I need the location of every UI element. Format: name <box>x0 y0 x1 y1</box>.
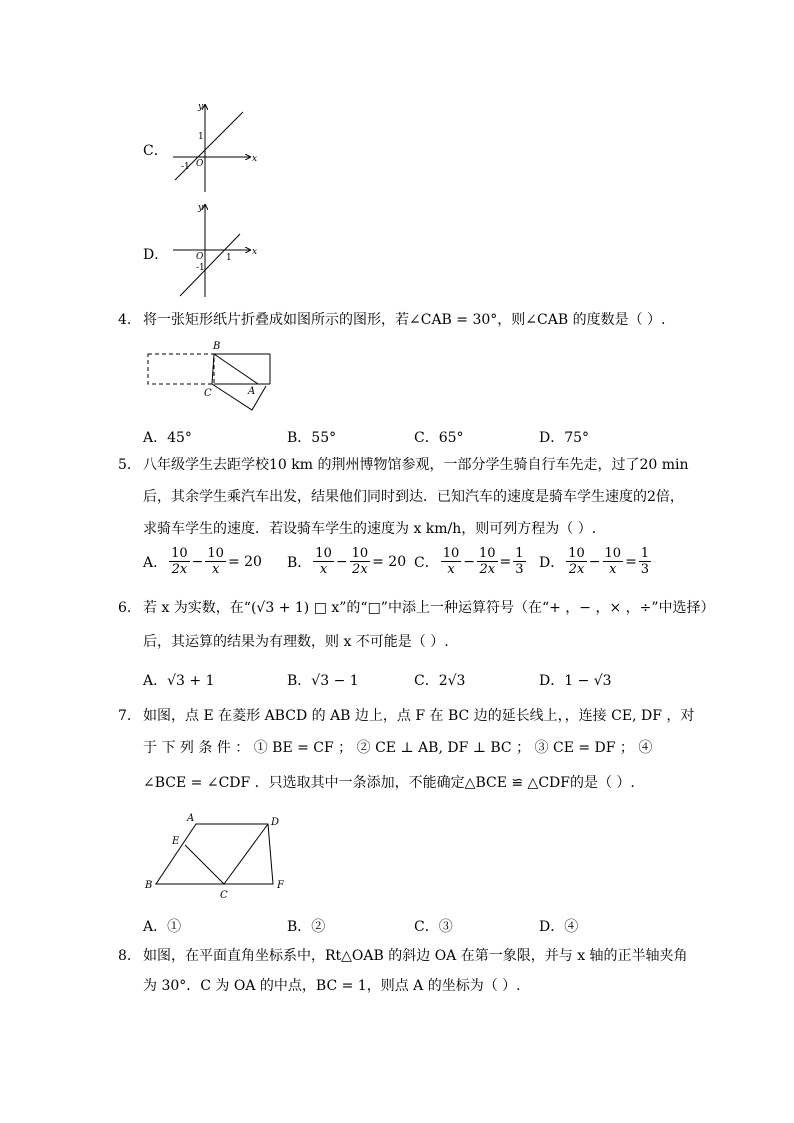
q8-line2: 为 30°．C 为 OA 的中点，BC = 1，则点 A 的坐标为（ ）. <box>143 978 521 994</box>
q4-option-a: A．45° <box>143 430 192 446</box>
point-b-label: B <box>213 341 221 352</box>
graph-line <box>180 234 240 296</box>
q3-option-d-label: D． <box>143 247 169 263</box>
q6-option-b: B．√3 − 1 <box>287 673 359 689</box>
q6-option-a: A．√3 + 1 <box>143 673 215 689</box>
y-label: y <box>198 102 204 112</box>
q7-option-b: B．② <box>287 919 326 935</box>
point-f-label: F <box>277 880 284 891</box>
q5-option-c: C． $\frac{10}{x}$ − $\frac{10}{2x}$ = $\frac{1}{3}$ <box>414 546 524 577</box>
q7-option-c: C．③ <box>414 919 453 935</box>
q5-number: 5. <box>118 457 132 473</box>
q7-line1: 如图，点 E 在菱形 ABCD 的 AB 边上，点 F 在 BC 边的延长线上，，连接 CE, DF ，对 <box>143 708 695 724</box>
q3-graph-d <box>165 200 265 300</box>
q4-text: 将一张矩形纸片折叠成如图所示的图形，若∠CAB = 30°，则∠CAB 的度数是（ ）. <box>143 312 666 328</box>
q7-number: 7. <box>118 708 132 724</box>
y-label: y <box>198 203 204 213</box>
q7-option-d: D．④ <box>539 919 579 935</box>
q6-option-d: D．1 − √3 <box>539 673 612 689</box>
q5-option-b: B． $\frac{10}{x}$ − $\frac{10}{2x}$ = 20 <box>287 546 407 577</box>
point-a-label: A <box>187 813 195 824</box>
point-b-label: B <box>145 880 153 891</box>
q5-option-d: D． $\frac{10}{2x}$ − $\frac{10}{x}$ = $\frac{1}{3}$ <box>539 546 650 577</box>
point-c-label: C <box>220 890 228 900</box>
x-label: x <box>252 154 258 164</box>
point-c-label: C <box>204 388 212 399</box>
x-intercept-label: 1 <box>226 253 232 263</box>
q5-line2: 后，其余学生乘汽车出发，结果他们同时到达．已知汽车的速度是骑车学生速度的2倍， <box>143 489 684 505</box>
q4-option-c: C．65° <box>414 430 464 446</box>
q6-line1: 若 x 为实数，在“(√3 + 1) □ x”的“□”中添上一种运算符号（在“+ ，− ，× ，÷”中选择） <box>143 600 715 616</box>
y-intercept-label: -1 <box>196 263 205 273</box>
q4-figure <box>140 338 280 413</box>
q8-line1: 如图，在平面直角坐标系中，Rt△OAB 的斜边 OA 在第一象限，并与 x 轴的正半轴夹角 <box>143 948 688 964</box>
q5-line3: 求骑车学生的速度．若设骑车学生的速度为 x km/h，则可列方程为（ ）. <box>143 521 597 537</box>
q6-option-c: C．2√3 <box>414 673 466 689</box>
q8-number: 8. <box>118 948 132 964</box>
q7-option-a: A．① <box>143 919 182 935</box>
q6-number: 6. <box>118 600 132 616</box>
q7-figure <box>140 810 300 900</box>
q5-option-a: A． $\frac{10}{2x}$ − $\frac{10}{x}$ = 20 <box>143 546 262 577</box>
y-intercept-label: 1 <box>198 132 204 142</box>
q3-option-c-label: C． <box>143 143 168 159</box>
q4-number: 4. <box>118 312 132 328</box>
q3-graph-c <box>165 100 265 195</box>
q7-line2: 于 下 列 条 件 ： ① BE = CF ； ② CE ⊥ AB, DF ⊥ BC ； ③ CE = DF ； ④ <box>143 740 653 756</box>
x-intercept-label: -1 <box>181 162 190 172</box>
q4-option-d: D．75° <box>539 430 590 446</box>
point-d-label: D <box>271 817 280 828</box>
q7-line3: ∠BCE = ∠CDF ．只选取其中一条添加，不能确定△BCE ≌ △CDF的是（ ）. <box>143 775 635 791</box>
q6-line2: 后，其运算的结果为有理数，则 x 不可能是（ ）. <box>143 634 449 650</box>
q4-option-b: B．55° <box>287 430 337 446</box>
point-e-label: E <box>172 836 180 847</box>
origin-label: O <box>196 159 204 169</box>
point-a-label: A <box>248 386 256 397</box>
q5-line1: 八年级学生去距学校10 km 的荆州博物馆参观，一部分学生骑自行车先走，过了20 min <box>143 457 689 473</box>
x-label: x <box>252 247 258 257</box>
origin-label: O <box>196 252 204 262</box>
